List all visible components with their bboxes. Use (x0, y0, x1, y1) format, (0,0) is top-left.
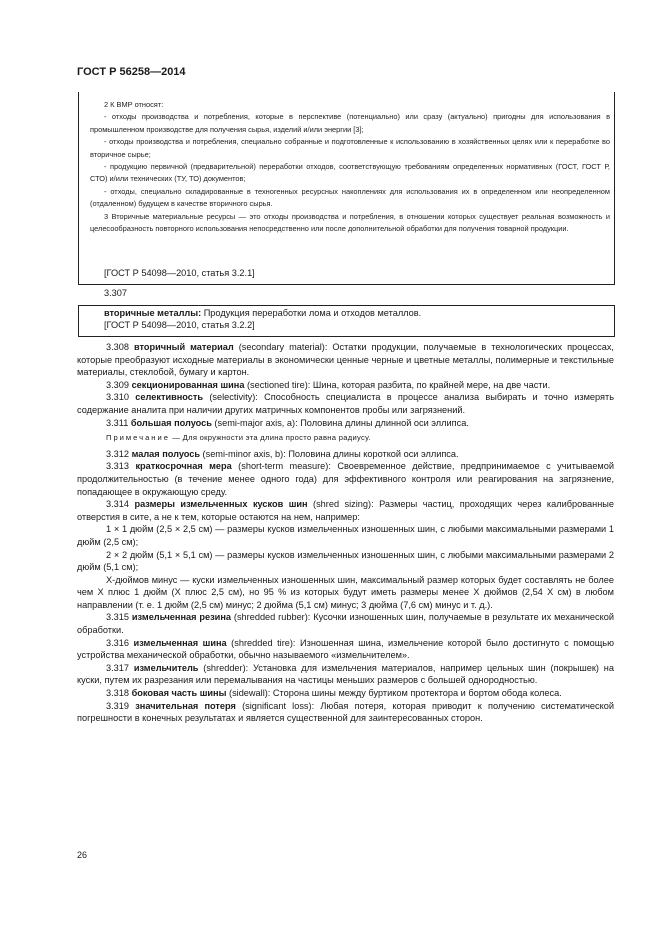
definition: Способность специалиста в процессе анализа выбирать и точно измерять содержание аналита при наличии других матричных компонентов пробы или загрязнений. (77, 392, 614, 415)
page-header: ГОСТ Р 56258—2014 (77, 66, 186, 78)
entry-number: 3.310 (106, 392, 129, 403)
term: краткосрочная мера (135, 461, 232, 472)
entry-number: 3.313 (106, 461, 129, 472)
notes-block (90, 99, 610, 235)
entry-number: 3.315 (106, 612, 129, 623)
english-term: (selectivity): (203, 392, 265, 403)
entry (77, 687, 614, 700)
term: большая полуось (130, 417, 212, 428)
term: измельченная резина (131, 612, 231, 623)
english-term: (significant loss): (235, 700, 321, 711)
term: вторичные металлы: (104, 308, 202, 318)
note-line: - отходы, специально складированные в техногенных ресурсных накоплениях для использования их в определенном или неопределенном (отдаленном) будущем в качестве вторичного сырья. (90, 186, 610, 209)
entry-number: 3.319 (106, 700, 129, 711)
note-line: - отходы производства и потребления, специально собранные и подготовленные к использованию в хозяйственных целях или к переработке во вторичное сырье; (90, 137, 610, 159)
english-term: (shredded tire): (226, 637, 301, 648)
entry-example: 2 × 2 дюйм (5,1 × 5,1 см) — размеры кусков измельченных изношенных шин, с любыми максимальными размерами 2 дюйм (5,1 см); (77, 549, 614, 573)
entry (77, 637, 614, 662)
entry (77, 662, 614, 687)
term: боковая часть шины (131, 688, 227, 699)
box2-reference: [ГОСТ Р 54098—2010, статья 3.2.2] (104, 320, 255, 330)
definition: Половина длины короткой оси эллипса. (288, 448, 459, 459)
definition: Установка для измельчения материалов, например цельных шин (покрышек) на куски, путем их разрезания или перемалывания на частицы меньших размеров с большей однородностью. (77, 662, 614, 686)
entry-example: 1 × 1 дюйм (2,5 × 2,5 см) — размеры кусков измельченных изношенных шин, с любыми максимальными размерами 1 дюйм (2,5 см); (77, 524, 614, 547)
english-term: (semi-major axis, a): (211, 417, 301, 428)
term: размеры измельченных кусков шин (134, 499, 308, 510)
entry-number: 3.308 (106, 342, 129, 352)
english-term: (semi-minor axis, b): (199, 448, 289, 459)
english-term: (shred sizing): (307, 499, 380, 510)
definition: Шина, которая разбита, по крайней мере, на две части. (312, 379, 551, 390)
entry (77, 498, 614, 523)
entry (77, 391, 614, 416)
entry-note (77, 432, 614, 445)
entry-number: 3.314 (106, 499, 129, 510)
definition: Любая потеря, которая приводит к получению систематической погрешности в конечных результатах и является существенной для заинтересованных сторон. (77, 700, 614, 724)
entry (77, 448, 614, 461)
definition: Половина длины длинной оси эллипса. (300, 417, 469, 428)
term: измельчитель (133, 662, 199, 673)
definition: Остатки продукции, получаемые в технологических процессах, которые преобразуют исходные материалы в экономически ценные черные и цветные металлы, полимерные и текстильные материалы, стеклобой, бумагу и картон. (77, 342, 614, 378)
box2-definition-line (104, 308, 421, 318)
entry-number-3-307: 3.307 (104, 288, 127, 298)
note-text: — Для окружности эта длина просто равна радиусу. (169, 433, 371, 443)
term: селективность (135, 392, 204, 403)
entry-number: 3.316 (106, 637, 129, 648)
entry-example: Х-дюймов минус — куски измельченных изношенных шин, максимальный размер которых будет составлять не более чем X плюс 1 дюйм (X плюс 2,5 см), но 95 % из которых будут иметь размеры менее X дюймов (2,54 X см) в любом направлении (т. е. 1 дюйм (2,5 см) минус; 2 дюйма (5,1 см) минус; 3 дюйма (7,6 см) минус и т. д.). (77, 574, 614, 610)
term: вторичный материал (133, 342, 234, 352)
definition: Сторона шины между буртиком протектора и бортом обода колеса. (272, 688, 562, 699)
note-line: 2 К ВМР относят: (104, 100, 164, 109)
box1-reference: [ГОСТ Р 54098—2010, статья 3.2.1] (104, 268, 255, 278)
definition: Продукция переработки лома и отходов металлов. (201, 308, 422, 318)
definition: Своевременное действие, предпринимаемое с учитываемой продолжительностью (в течение менее одного года) для эффективного контроля или реагирования на загрязнение, попадающее в окружающую среду. (77, 461, 614, 497)
entry (77, 417, 614, 430)
entry-number: 3.311 (106, 417, 129, 428)
entry (77, 611, 614, 636)
english-term: (secondary material): (233, 342, 333, 352)
entry-number: 3.317 (106, 662, 129, 673)
term: измельченная шина (133, 637, 227, 648)
entry (77, 341, 614, 379)
entry-number: 3.309 (106, 379, 129, 390)
entries-body (77, 341, 614, 725)
entry (77, 460, 614, 498)
note-line: - отходы производства и потребления, которые в перспективе (потенциально) или сразу (актуально) пригодны для использования в промышленном производстве для получения сырья, изделий и/или энергии [3]; (90, 112, 610, 134)
english-term: (sidewall): (226, 688, 273, 699)
english-term: (short-term measure): (231, 461, 338, 472)
english-term: (shredded rubber): (231, 612, 314, 623)
term: значительная потеря (135, 700, 236, 711)
definition: Размеры частиц, проходящих через калиброванные отверстия в сите, а не к тем, которые остаются на нем, например: (77, 499, 614, 522)
note-line: - продукцию первичной (предварительной) переработки отходов, соответствующую требованиям определенных нормативных (ГОСТ, ГОСТ Р, СТО) и/или технических (ТУ, ТО) документов; (90, 162, 610, 184)
note-label: Примечание (106, 433, 170, 443)
english-term: (sectioned tire): (244, 379, 313, 390)
entry (77, 379, 614, 392)
english-term: (shredder): (198, 662, 254, 673)
entry (77, 700, 614, 725)
term: секционированная шина (131, 379, 245, 390)
term: малая полуось (131, 448, 200, 459)
definition: Изношенная шина, измельчение которой было достигнуто с помощью устройства механической обработки, обычно называемого «измельчителем». (77, 637, 614, 661)
page-number: 26 (77, 850, 88, 860)
entry-number: 3.318 (106, 688, 129, 699)
entry-number: 3.312 (106, 448, 129, 459)
note-line: 3 Вторичные материальные ресурсы — это отходы производства и потребления, в отношении которых существует реальная возможность и целесообразность повторного использования непосредственно или после дополнительной обработки для получения товарной продукции. (90, 211, 610, 234)
definition: Кусочки изношенных шин, получаемые в результате их механической обработки. (77, 612, 614, 636)
